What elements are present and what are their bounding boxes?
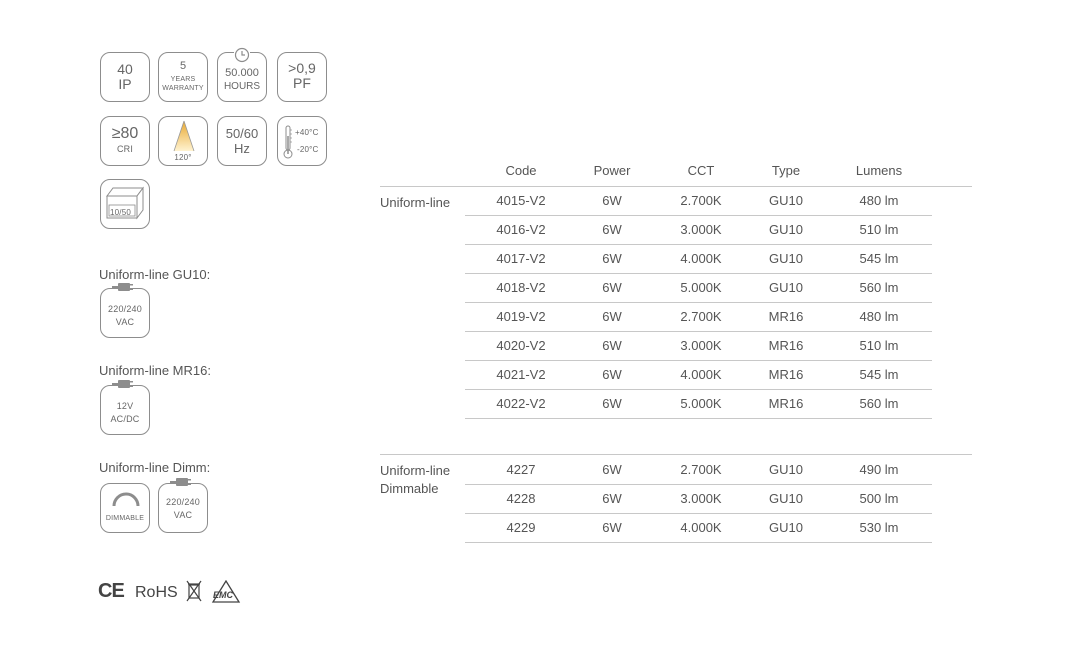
mr16-section-label: Uniform-line MR16: — [99, 363, 211, 378]
clock-icon — [234, 47, 250, 63]
lifetime-hours-badge — [217, 52, 267, 102]
cell-cct: 2.700K — [680, 193, 722, 208]
cell-lumens: 480 lm — [859, 193, 899, 208]
power-factor-badge — [277, 52, 327, 102]
cell-power: 6W — [602, 520, 622, 535]
ip-value: 40 — [117, 61, 133, 77]
plug-icon — [112, 282, 138, 292]
beam-angle-icon — [169, 119, 199, 153]
emc-label: EMC — [213, 590, 233, 600]
cell-code: 4228 — [506, 491, 536, 506]
cri-label: CRI — [116, 144, 134, 154]
thermometer-icon — [282, 124, 294, 160]
plug-icon — [112, 379, 138, 389]
dimmable-label: DIMMABLE — [105, 515, 145, 522]
cell-cct: 5.000K — [680, 280, 722, 295]
cell-type: GU10 — [769, 251, 803, 266]
cell-lumens: 490 lm — [859, 462, 899, 477]
cell-code: 4227 — [506, 462, 536, 477]
cell-type: GU10 — [769, 520, 803, 535]
cell-code: 4015-V2 — [496, 193, 546, 208]
cell-power: 6W — [602, 251, 622, 266]
frequency-value: 50/60 — [225, 126, 259, 141]
cell-lumens: 510 lm — [859, 222, 899, 237]
group2-label — [380, 462, 450, 498]
warranty-line1: YEARS — [170, 76, 196, 83]
cell-lumens: 480 lm — [859, 309, 899, 324]
warranty-badge — [158, 52, 208, 102]
cell-type: GU10 — [769, 280, 803, 295]
cell-type: MR16 — [768, 309, 804, 324]
cell-cct: 5.000K — [680, 396, 722, 411]
temp-max: +40°C — [295, 128, 319, 137]
beam-angle-value: 120° — [174, 153, 192, 162]
cell-code: 4017-V2 — [496, 251, 546, 266]
group1-label — [380, 194, 450, 212]
frequency-label: Hz — [234, 141, 250, 156]
cell-cct: 2.700K — [680, 309, 722, 324]
table-row — [465, 245, 932, 274]
cell-cct: 2.700K — [680, 462, 722, 477]
cell-cct: 3.000K — [680, 222, 722, 237]
cell-lumens: 500 lm — [859, 491, 899, 506]
cell-lumens: 510 lm — [859, 338, 899, 353]
table-row — [465, 361, 932, 390]
cell-code: 4022-V2 — [496, 396, 546, 411]
mr16-voltage-badge — [100, 385, 150, 435]
cell-lumens: 545 lm — [859, 367, 899, 382]
cell-power: 6W — [602, 367, 622, 382]
cell-power: 6W — [602, 193, 622, 208]
dimm-section-label: Uniform-line Dimm: — [99, 460, 211, 475]
dimmer-icon — [111, 492, 141, 508]
table-row — [465, 303, 932, 332]
weee-bin-icon — [186, 580, 202, 602]
cell-code: 4018-V2 — [496, 280, 546, 295]
table-row — [465, 390, 932, 419]
gu10-voltage-value: 220/240 — [108, 304, 142, 314]
packaging-label: 10/50 — [110, 208, 132, 217]
col-header-lumens: Lumens — [855, 163, 903, 178]
ce-mark: CE — [98, 580, 124, 602]
cell-code: 4019-V2 — [496, 309, 546, 324]
beam-angle-badge — [158, 116, 208, 166]
table-row — [465, 216, 932, 245]
cell-code: 4016-V2 — [496, 222, 546, 237]
emc-mark — [211, 580, 241, 604]
dimm-voltage-badge — [158, 483, 208, 533]
pf-label: PF — [293, 75, 311, 91]
table-row — [465, 332, 932, 361]
table-row — [465, 274, 932, 303]
cell-power: 6W — [602, 309, 622, 324]
temperature-badge — [277, 116, 327, 166]
hours-value: 50.000 — [225, 67, 259, 79]
gu10-section-label: Uniform-line GU10: — [99, 267, 211, 282]
cell-lumens: 560 lm — [859, 396, 899, 411]
cell-type: GU10 — [769, 462, 803, 477]
col-header-type: Type — [771, 163, 801, 178]
rohs-mark: RoHS — [135, 584, 178, 601]
group1-label-line1: Uniform-line — [380, 195, 451, 210]
cell-power: 6W — [602, 491, 622, 506]
cell-cct: 3.000K — [680, 491, 722, 506]
group2-top-rule — [380, 454, 972, 455]
cell-type: GU10 — [769, 222, 803, 237]
col-header-power: Power — [593, 163, 631, 178]
cell-code: 4020-V2 — [496, 338, 546, 353]
cell-type: GU10 — [769, 193, 803, 208]
temp-min: -20°C — [297, 145, 319, 154]
cell-lumens: 545 lm — [859, 251, 899, 266]
cell-type: MR16 — [768, 338, 804, 353]
col-header-cct: CCT — [687, 163, 715, 178]
cell-power: 6W — [602, 462, 622, 477]
cell-type: MR16 — [768, 396, 804, 411]
gu10-voltage-badge — [100, 288, 150, 338]
cell-cct: 4.000K — [680, 520, 722, 535]
plug-icon — [170, 477, 196, 487]
table-row — [465, 514, 932, 543]
dimm-voltage-unit: VAC — [173, 510, 193, 520]
ip-label: IP — [118, 76, 132, 92]
cell-code: 4229 — [506, 520, 536, 535]
col-header-code: Code — [505, 163, 537, 178]
dimm-voltage-value: 220/240 — [166, 497, 200, 507]
hours-label: HOURS — [223, 81, 261, 92]
cell-cct: 4.000K — [680, 367, 722, 382]
cell-lumens: 560 lm — [859, 280, 899, 295]
warranty-years: 5 — [179, 60, 187, 72]
mr16-voltage-unit: AC/DC — [110, 414, 140, 424]
cell-power: 6W — [602, 396, 622, 411]
cell-cct: 4.000K — [680, 251, 722, 266]
cell-type: GU10 — [769, 491, 803, 506]
table-row — [465, 187, 932, 216]
group2-label-line1: Uniform-line — [380, 463, 451, 478]
dimmable-badge — [100, 483, 150, 533]
warranty-line2: WARRANTY — [162, 85, 204, 92]
cell-power: 6W — [602, 338, 622, 353]
ip-rating-badge — [100, 52, 150, 102]
cell-power: 6W — [602, 280, 622, 295]
cell-cct: 3.000K — [680, 338, 722, 353]
cell-code: 4021-V2 — [496, 367, 546, 382]
cri-value: ≥80 — [111, 125, 139, 142]
mr16-voltage-value: 12V — [116, 401, 134, 411]
table-row — [465, 485, 932, 514]
gu10-voltage-unit: VAC — [115, 317, 135, 327]
packaging-badge — [100, 179, 150, 229]
cell-lumens: 530 lm — [859, 520, 899, 535]
cell-power: 6W — [602, 222, 622, 237]
table-row — [465, 456, 932, 485]
cell-type: MR16 — [768, 367, 804, 382]
frequency-badge — [217, 116, 267, 166]
cri-badge — [100, 116, 150, 166]
group2-label-line2: Dimmable — [380, 481, 439, 496]
pf-value: >0,9 — [288, 60, 316, 76]
